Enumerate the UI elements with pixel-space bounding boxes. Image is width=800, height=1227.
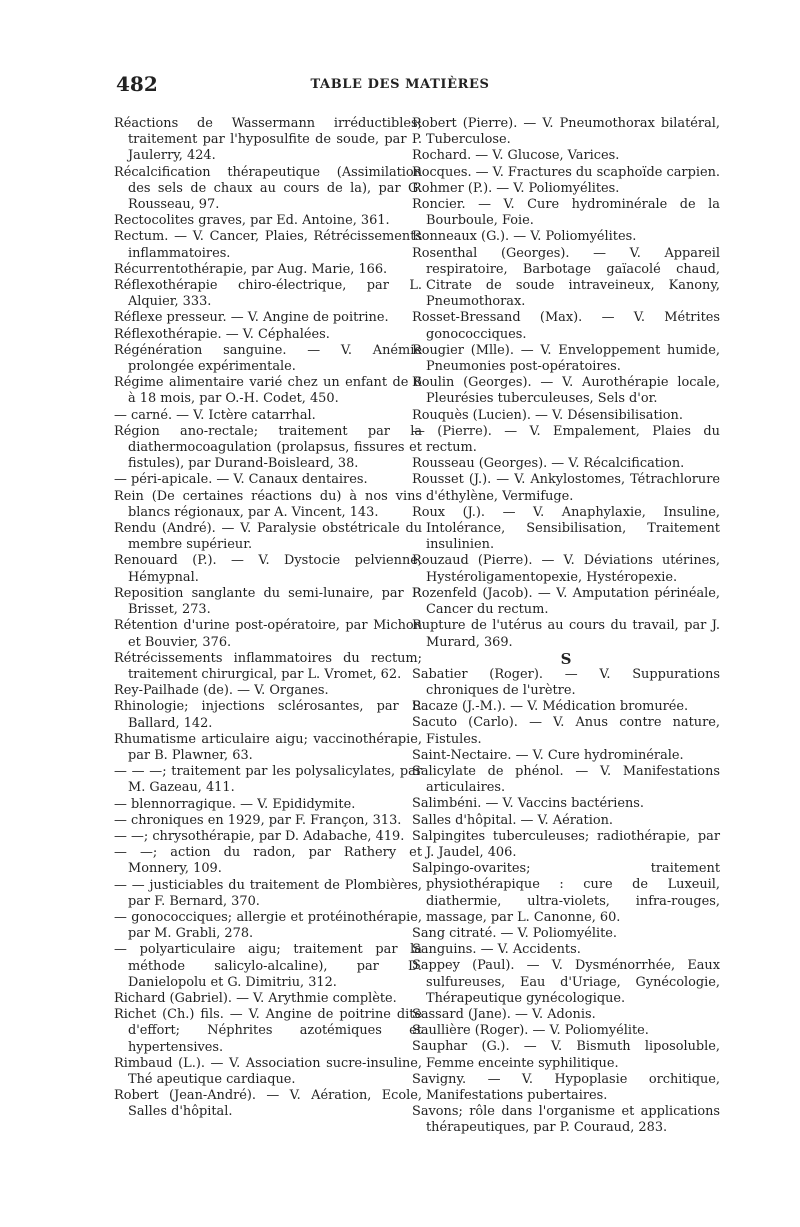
index-entry: Récurrentothérapie, par Aug. Marie, 166. xyxy=(114,261,388,277)
index-entry: Rosset-Bressand (Max). — V. Métrites gonococciques. xyxy=(412,310,720,342)
index-entry: Saint-Nectaire. — V. Cure hydrominérale. xyxy=(412,747,684,763)
index-entry: — —; action du radon, par Rathery et Monnery, 109. xyxy=(114,845,422,877)
index-entry: Salicylate de phénol. — V. Manifestations articulaires. xyxy=(412,763,720,796)
page-number: 482 xyxy=(116,72,158,96)
index-entry: — blennorragique. — V. Epididymite. xyxy=(114,796,356,812)
index-entry: Sanguins. — V. Accidents. xyxy=(412,942,581,958)
index-entry: Salpingo-ovarites; traitement physiothérapique : cure de Luxeuil, diathermie, ultra-violets, infra-rouges, massage, par L. Canonne, 60. xyxy=(412,861,720,925)
index-entry: Région ano-rectale; traitement par la diathermocoagulation (prolapsus, fissures et fistules), par Durand-Boisleard, 38. xyxy=(114,423,422,472)
index-entry: Sappey (Paul). — V. Dysménorrhée, Eaux sulfureuses, Eau d'Uriage, Gynécologie, Thérapeutique gynécologique. xyxy=(412,958,720,1006)
right-column xyxy=(412,116,720,1137)
index-entry: Rohmer (P.). — V. Poliomyélites. xyxy=(412,180,620,196)
index-entry: Réactions de Wassermann irréductibles; traitement par l'hyposulfite de soude, par P. Jaulerry, 424. xyxy=(114,116,422,164)
index-entry: — polyarticulaire aigu; traitement par la méthode salicylo-alcaline), par D. Danielopolu et G. Dimitriu, 312. xyxy=(114,942,422,990)
index-entry: Rey-Pailhade (de). — V. Organes. xyxy=(114,683,329,699)
index-entry: Salles d'hôpital. — V. Aération. xyxy=(412,812,614,828)
index-entry: Rupture de l'utérus au cours du travail, par J. Murard, 369. xyxy=(412,618,720,650)
index-entry: — péri-apicale. — V. Canaux dentaires. xyxy=(114,472,368,488)
index-entry: Sassard (Jane). — V. Adonis. xyxy=(412,1006,596,1022)
index-entry: Rouquès (Lucien). — V. Désensibilisation. xyxy=(412,407,683,423)
index-entry: Roux (J.). — V. Anaphylaxie, Insuline, Intolérance, Sensibilisation, Traitement insulinien. xyxy=(412,504,720,553)
left-column xyxy=(114,116,422,1121)
index-entry: Sacaze (J.-M.). — V. Médication bromurée. xyxy=(412,699,689,715)
index-entry: Rimbaud (L.). — V. Association sucre-insuline, Thé apeutique cardiaque. xyxy=(114,1055,422,1087)
index-entry: — —; chrysothérapie, par D. Adabache, 419. xyxy=(114,828,405,844)
index-entry: Sabatier (Roger). — V. Suppurations chroniques de l'urètre. xyxy=(412,666,720,698)
index-entry: Rousset (J.). — V. Ankylostomes, Tétrachlorure d'éthylène, Vermifuge. xyxy=(412,472,720,504)
index-entry: Rouzaud (Pierre). — V. Déviations utérines, Hystéroligamentopexie, Hystéropexie. xyxy=(412,553,720,585)
index-entry: Rozenfeld (Jacob). — V. Amputation périnéale, Cancer du rectum. xyxy=(412,585,720,618)
index-entry: Rocques. — V. Fractures du scaphoïde carpien. xyxy=(412,164,720,180)
index-entry: Rougier (Mlle). — V. Enveloppement humide, Pneumonies post-opératoires. xyxy=(412,342,720,375)
index-entry: — carné. — V. Ictère catarrhal. xyxy=(114,407,316,423)
index-entry: Sauphar (G.). — V. Bismuth liposoluble, Femme enceinte syphilitique. xyxy=(412,1039,720,1071)
index-entry: Salimbéni. — V. Vaccins bactériens. xyxy=(412,796,645,812)
index-entry: Savons; rôle dans l'organisme et applications thérapeutiques, par P. Couraud, 283. xyxy=(412,1104,720,1136)
index-entry: — chroniques en 1929, par F. Françon, 313. xyxy=(114,812,402,828)
index-entry: Rétrécissements inflammatoires du rectum; traitement chirurgical, par L. Vromet, 62. xyxy=(114,650,422,682)
index-entry: Sacuto (Carlo). — V. Anus contre nature, Fistules. xyxy=(412,715,720,747)
index-entry: Reposition sanglante du semi-lunaire, par P. Brisset, 273. xyxy=(114,585,422,618)
index-entry: Réflexothérapie. — V. Céphalées. xyxy=(114,326,330,342)
running-title: TABLE DES MATIÈRES xyxy=(310,77,490,92)
index-entry: Rhinologie; injections sclérosantes, par P. Ballard, 142. xyxy=(114,699,422,731)
index-entry: Rein (De certaines réactions du) à nos vins blancs régionaux, par A. Vincent, 143. xyxy=(114,488,422,520)
index-entry: Ronneaux (G.). — V. Poliomyélites. xyxy=(412,229,637,245)
index-entry: Réflexe presseur. — V. Angine de poitrine. xyxy=(114,310,389,326)
index-entry: Roncier. — V. Cure hydrominérale de la Bourboule, Foie. xyxy=(412,197,720,229)
index-entry: Roulin (Georges). — V. Aurothérapie locale, Pleurésies tuberculeuses, Sels d'or. xyxy=(412,375,720,407)
index-entry: Rousseau (Georges). — V. Récalcification. xyxy=(412,456,685,472)
index-entry: Richet (Ch.) fils. — V. Angine de poitrine dite d'effort; Néphrites azotémiques et hypertensives. xyxy=(114,1007,422,1055)
index-entry: Richard (Gabriel). — V. Arythmie complète. xyxy=(114,990,397,1006)
index-entry: Salpingites tuberculeuses; radiothérapie, par J. Jaudel, 406. xyxy=(412,828,720,860)
index-entry: — gonococciques; allergie et protéinothérapie, par M. Grabli, 278. xyxy=(114,909,422,942)
index-entry: — (Pierre). — V. Empalement, Plaies du rectum. xyxy=(412,423,720,456)
index-entry: Rhumatisme articulaire aigu; vaccinothérapie, par B. Plawner, 63. xyxy=(114,731,422,763)
index-entry: Renouard (P.). — V. Dystocie pelvienne, Hémypnal. xyxy=(114,553,422,585)
index-entry: Rendu (André). — V. Paralysie obstétricale du membre supérieur. xyxy=(114,521,422,553)
index-entry: Rectum. — V. Cancer, Plaies, Rétrécissements inflammatoires. xyxy=(114,229,422,261)
index-entry: Robert (Jean-André). — V. Aération, Ecole, Salles d'hôpital. xyxy=(114,1088,422,1120)
index-entry: Rectocolites graves, par Ed. Antoine, 361. xyxy=(114,213,390,229)
index-entry: Régénération sanguine. — V. Anémie prolongée expérimentale. xyxy=(114,342,422,375)
index-entry: Robert (Pierre). — V. Pneumothorax bilatéral, Tuberculose. xyxy=(412,116,720,148)
index-entry: — — justiciables du traitement de Plombières, par F. Bernard, 370. xyxy=(114,877,422,909)
index-entry: Récalcification thérapeutique (Assimilation des sels de chaux au cours de la), par G. Rousseau, 97. xyxy=(114,164,422,213)
section-letter-heading: S xyxy=(560,649,572,668)
index-entry: Rosenthal (Georges). — V. Appareil respiratoire, Barbotage gaïacolé chaud, Citrate de soude intraveineux, Kanony, Pneumothorax. xyxy=(412,245,720,310)
index-entry: Réflexothérapie chiro-électrique, par L. Alquier, 333. xyxy=(114,278,422,310)
index-entry: Rochard. — V. Glucose, Varices. xyxy=(412,148,620,164)
index-entry: Régime alimentaire varié chez un enfant de 6 à 18 mois, par O.-H. Codet, 450. xyxy=(114,375,422,407)
index-entry: Sang citraté. — V. Poliomyélite. xyxy=(412,925,617,941)
index-entry: Savigny. — V. Hypoplasie orchitique, Manifestations pubertaires. xyxy=(412,1071,720,1103)
index-entry: — — —; traitement par les polysalicylates, par M. Gazeau, 411. xyxy=(114,764,422,796)
index-entry: Rétention d'urine post-opératoire, par Michon et Bouvier, 376. xyxy=(114,618,422,650)
index-entry: Saullière (Roger). — V. Poliomyélite. xyxy=(412,1023,649,1039)
